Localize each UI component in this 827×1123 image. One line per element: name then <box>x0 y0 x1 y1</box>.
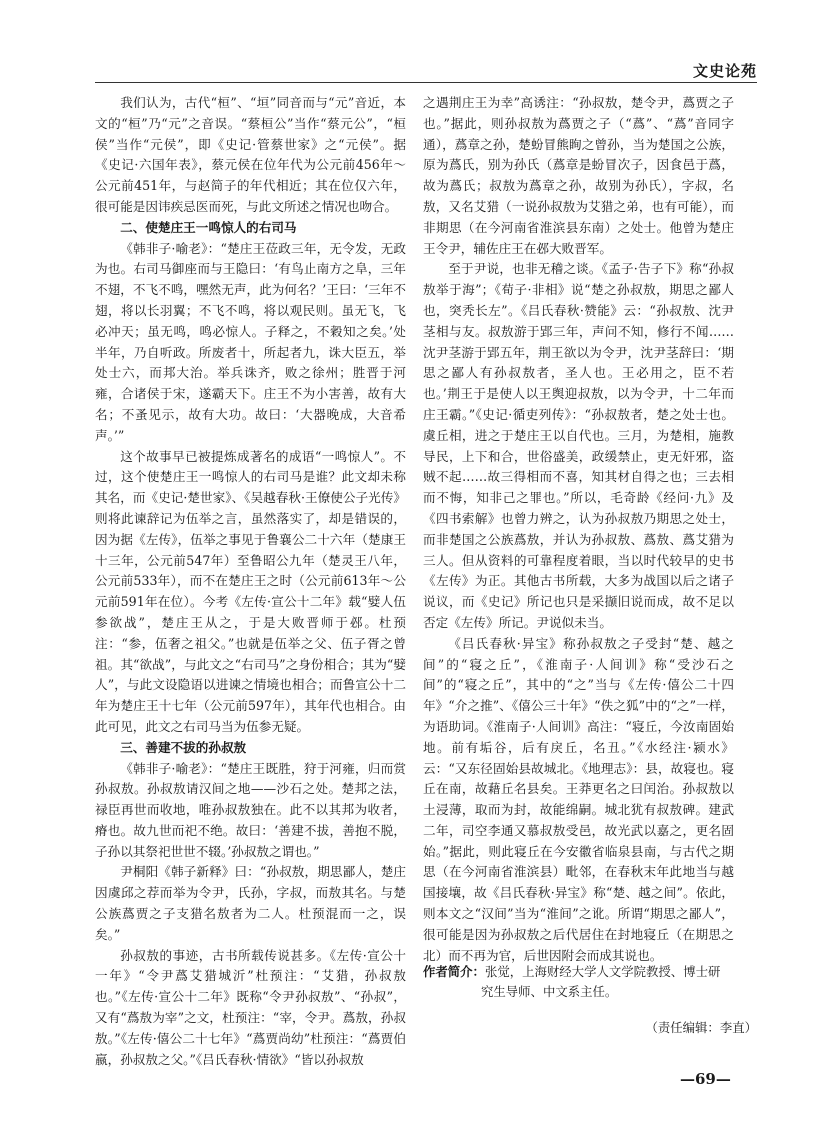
paragraph: 我们认为，古代“桓”、“垣”同音而与“元”音近，本文的“桓”乃“元”之音误。“蔡桓公”当作“蔡元公”，“桓侯”当作“元侯”，即《史记·管蔡世家》之“元侯”。据《史记·六国年表》，蔡元侯在位年代为公元前456年～公元前451年，与赵简子的年代相近；其在位仅六年，很可能是因讳疾忌医而死，与此文所述之情况也吻合。 <box>95 95 406 214</box>
paragraph: 《韩非子·喻老》：“楚庄王既胜，狩于河雍，归而赏孙叔敖。孙叔敖请汉间之地——沙石之处。楚邦之法，禄臣再世而收地，唯孙叔敖独在。此不以其邦为收者，瘠也。故九世而祀不绝。故曰：‘善建不拔，善抱不脱，子孙以其祭祀世世不辍。’孙叔敖之谓也。” <box>95 760 406 859</box>
paragraph: 至于尹说，也非无稽之谈。《孟子·告子下》称“孙叔敖举于海”；《荀子·非相》说“楚之孙叔敖，期思之鄙人也，突秃长左”。《吕氏春秋·赞能》云：“孙叔敖、沈尹茎相与友。叔敖游于郢三年，声问不知，修行不闻……沈尹茎游于郢五年，荆王欲以为令尹，沈尹茎辞曰：‘期思之鄙人有孙叔敖者，圣人也。王必用之，臣不若也。’荆王于是使人以王舆迎叔敖，以为令尹，十二年而庄王霸。”《史记·循吏列传》：“孙叔敖者，楚之处士也。虞丘相，进之于楚庄王以自代也。三月，为楚相，施教导民，上下和合，世俗盛美，政缓禁止，吏无奸邪，盗贼不起……故三得相而不喜，知其材自得之也；三去相而不悔，知非己之罪也。”所以，毛奇龄《经问·九》及《四书索解》也曾力辨之，认为孙叔敖乃期思之处士，而非楚国之公族蔿敖，并认为孙叔敖、蔿敖、蔿艾猎为三人。但从资料的可靠程度着眼，当以时代较早的史书《左传》为正。其他古书所载，大多为战国以后之诸子说议，而《史记》所记也只是采撷旧说而成，故不足以否定《左传》所记。尹说似未当。 <box>423 261 734 630</box>
header-rule <box>95 82 757 83</box>
paragraph: 孙叔敖的事迹，古书所载传说甚多。《左传·宣公十一年》“令尹蔿艾猎城沂”杜预注：“艾猎，孙叔敖也。”《左传·宣公十二年》既称“令尹孙叔敖”、“孙叔”，又有“蔿敖为宰”之文，杜预注：“宰，令尹。蔿敖，孙叔敖。”《左传·僖公二十七年》“蔿贾尚幼”杜预注：“蔿贾伯嬴，孙叔敖之父。”《吕氏春秋·情欲》“皆以孙叔敖 <box>95 947 406 1067</box>
author-bio-text: 究生导师、中文系主任。 <box>481 984 618 999</box>
paragraph: 《韩非子·喻老》：“楚庄王莅政三年，无令发，无政为也。右司马御座而与王隐曰：‘有鸟止南方之阜，三年不翅，不飞不鸣，嘿然无声，此为何名？’王曰：‘三年不翅，将以长羽翼；不飞不鸣，将以观民则。虽无飞，飞必冲天；虽无鸣，鸣必惊人。子释之，不穀知之矣。’处半年，乃自听政。所废者十，所起者九，诛大臣五，举处士六，而邦大治。举兵诛齐，败之徐州；胜晋于河雍，合诸侯于宋，遂霸天下。庄王不为小害善，故有大名；不蚤见示，故有大功。故曰：‘大器晚成，大音希声。’” <box>95 240 406 443</box>
right-column <box>423 93 734 966</box>
paragraph: 《吕氏春秋·异宝》称孙叔敖之子受封“楚、越之间”的“寝之丘”，《淮南子·人间训》称“受沙石之间”的“寝之丘”，其中的“之”当与《左传·僖公二十四年》“介之推”、《僖公三十年》“佚之狐”中的“之”一样，为语助词。《淮南子·人间训》高注：“寝丘，今汝南固始地。前有垢谷，后有戾丘，名丑。”《水经注·颍水》云：“又东径固始县故城北。《地理志》：县，故寝也。寝丘在南，故藉丘名县矣。王莽更名之曰闰治。孙叔敖以土浸薄，取而为封，故能绵嗣。城北犹有叔敖碑。建武二年，司空李通又慕叔敖受邑，故光武以嘉之，更名固始。”据此，则此寝丘在今安徽省临泉县南，与古代之期思（在今河南省淮滨县）毗邻，在春秋末年此地当与越国接壤，故《吕氏春秋·异宝》称“楚、越之间”。依此，则本文之“汉间”当为“淮间”之讹。所谓“期思之鄙人”，很可能是因为孙叔敖之后代居住在封地寝丘（在期思之北）而不再为官，后世因附会而成其说也。 <box>423 635 734 963</box>
paragraph: 之遇荆庄王为幸”高诱注：“孙叔敖，楚令尹，蔿贾之子也。”据此，则孙叔敖为蔿贾之子（“蔿”、“蔿”音同字通），蔿章之孙，楚蚡冒熊眴之曾孙，当为楚国之公族，原为蔿氏，别为孙氏（蔿章是蚡冒次子，因食邑于蔿，故为蔿氏；叔敖为蔿章之孙，故别为孙氏），字叔，名敖，又名艾猎（一说孙叔敖为艾猎之弟，也有可能），而非期思（在今河南省淮滨县东南）之处士。他曾为楚庄王令尹，辅佐庄王在邲大败晋军。 <box>423 95 734 256</box>
page-number: —69— <box>680 1070 731 1088</box>
author-bio-label: 作者简介： <box>423 964 485 979</box>
editor-note: （责任编辑：李直） <box>645 1020 757 1035</box>
paragraph: 这个故事早已被提炼成著名的成语“一鸣惊人”。不过，这个使楚庄王一鸣惊人的右司马是谁？此文却未称其名，而《史记·楚世家》、《吴越春秋·王僚使公子光传》则将此谏辞记为伍举之言，虽然落实了，却是错误的，因为据《左传》，伍举之事见于鲁襄公二十六年（楚康王十三年，公元前547年）至鲁昭公九年（楚灵王八年，公元前533年），而不在楚庄王之时（公元前613年～公元前591年在位）。今考《左传·宣公十二年》载“嬖人伍参欲战”，楚庄王从之，于是大败晋师于邲。杜预注：“参，伍奢之祖父。”也就是伍举之父、伍子胥之曾祖。其“欲战”，与此文之“右司马”之身份相合；其为“嬖人”，与此文设隐语以进谏之情境也相合；而鲁宣公十二年为楚庄王十七年（公元前597年），其年代也相合。由此可见，此文之右司马当为伍参无疑。 <box>95 448 406 734</box>
author-bio <box>423 962 763 1002</box>
section-heading-2: 二、使楚庄王一鸣惊人的右司马 <box>120 219 297 235</box>
section-title: 文史论苑 <box>692 62 757 80</box>
section-heading-3: 三、善建不拔的孙叔敖 <box>120 739 247 755</box>
paragraph: 尹桐阳《韩子新释》曰：“孙叔敖，期思鄙人，楚庄因虞邱之荐而举为令尹，氏孙，字叔，而敖其名。与楚公族蔿贾之子支猎名敖者为二人。杜预混而一之，误矣。” <box>95 864 406 942</box>
author-bio-text: 张觉，上海财经大学人文学院教授、博士研 <box>484 964 721 979</box>
left-column <box>95 93 406 1070</box>
